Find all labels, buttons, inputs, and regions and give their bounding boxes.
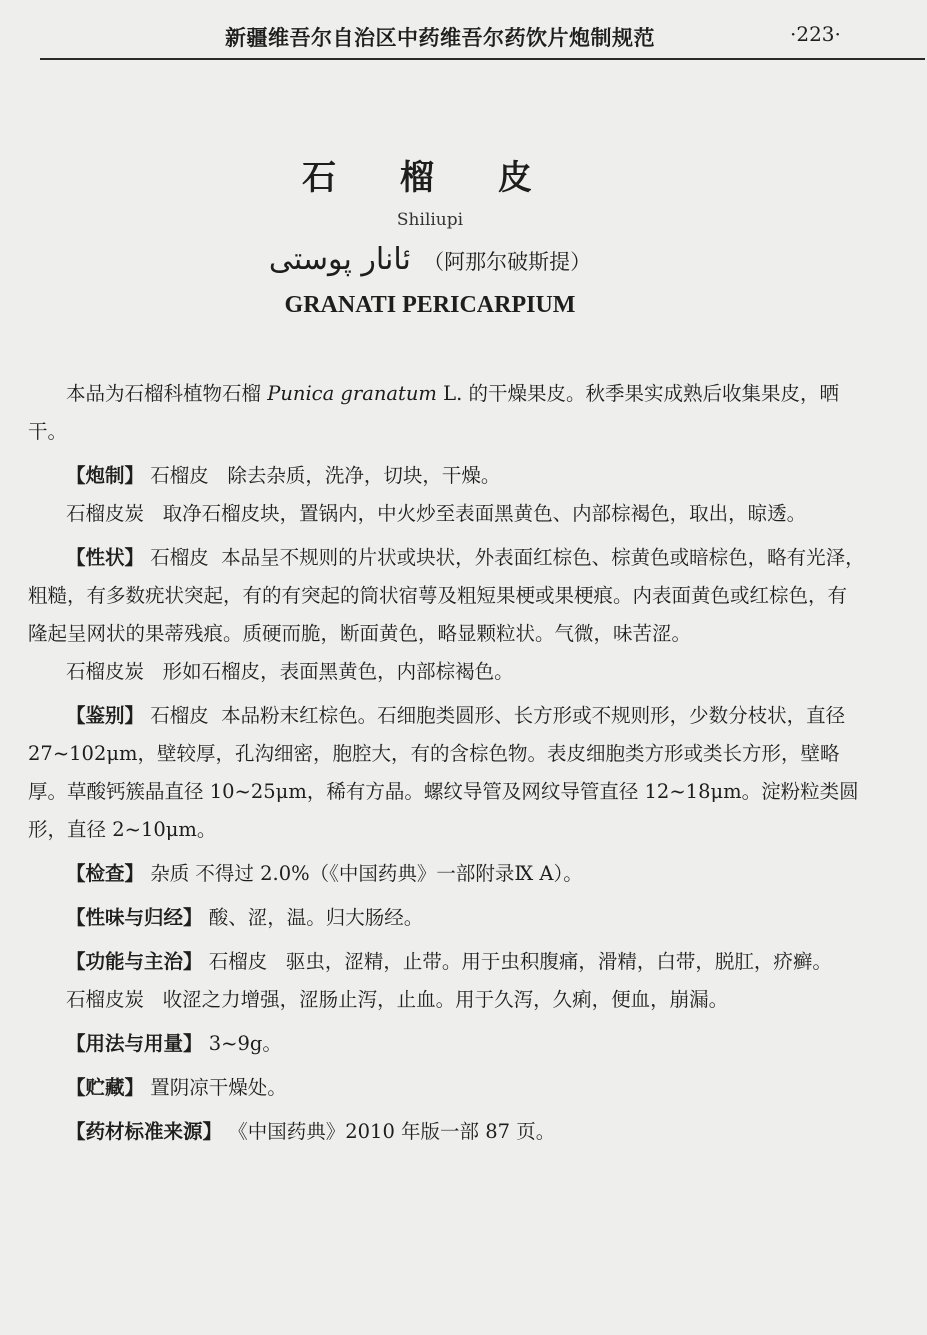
drug-title: 石 榴 皮	[302, 158, 558, 198]
item-text: 除去杂质，洗净，切块，干燥。	[227, 464, 501, 487]
uyghur-name: ئانار پوستى	[268, 242, 411, 277]
item-name: 石榴皮	[150, 546, 209, 569]
inspection-section	[28, 855, 866, 893]
section-label: 【性状】	[66, 546, 145, 569]
section-label: 【鉴别】	[66, 704, 145, 727]
book-title: 新疆维吾尔自治区中药维吾尔药饮片炮制规范	[225, 25, 655, 50]
item-text: 形如石榴皮，表面黑黄色，内部棕褐色。	[162, 660, 514, 683]
storage-section	[28, 1069, 866, 1107]
item-text: 驱虫，涩精，止带。用于虫积腹痛，滑精，白带，脱肛，疥癣。	[285, 950, 832, 973]
characteristics-charcoal	[28, 653, 866, 691]
item-text: 本品呈不规则的片状或块状，外表面红棕色、棕黄色或暗棕色，略有光泽，粗糙，有多数疣状突起，有的有突起的筒状宿萼及粗短果梗或果梗痕。内表面黄色或红棕色，有隆起呈网状的果蒂残痕。质硬而脆，断面黄色，略显颗粒状。气微，味苦涩。	[28, 546, 865, 645]
uyghur-name-line	[0, 242, 860, 277]
latin-species: Punica granatum	[267, 382, 437, 405]
pinyin-name: Shiliupi	[396, 210, 464, 230]
monograph-body	[28, 375, 866, 1151]
section-label: 【性味与归经】	[66, 906, 203, 929]
function-charcoal	[28, 981, 866, 1019]
intro-text-2: L. 的干燥果皮。秋季果实成熟后收集果皮，晒干。	[28, 382, 839, 443]
latin-name: GRANATI PERICARPIUM	[284, 292, 576, 318]
section-label: 【功能与主治】	[66, 950, 203, 973]
item-name: 石榴皮炭	[66, 988, 145, 1011]
item-name: 石榴皮炭	[66, 660, 145, 683]
intro-text-1: 本品为石榴科植物石榴	[66, 382, 268, 405]
running-header	[0, 0, 927, 62]
section-label: 【炮制】	[66, 464, 145, 487]
section-label: 【检查】	[66, 862, 145, 885]
item-text: 本品粉末红棕色。石细胞类圆形、长方形或不规则形，少数分枝状，直径 27~102μm，壁较厚，孔沟细密，胞腔大，有的含棕色物。表皮细胞类方形或类长方形，壁略厚。草酸钙簇晶直径 10~25μm，稀有方晶。螺纹导管及网纹导管直径 12~18μm。淀粉粒类圆形，直径 2~10μm。	[28, 704, 859, 841]
section-label: 【贮藏】	[66, 1076, 145, 1099]
item-name: 石榴皮	[150, 464, 209, 487]
header-divider	[40, 58, 925, 60]
processing-charcoal	[28, 495, 866, 533]
item-text: 取净石榴皮块，置锅内，中火炒至表面黑黄色、内部棕褐色，取出，晾透。	[162, 502, 807, 525]
identification-section	[28, 697, 866, 849]
section-text: 酸、涩，温。归大肠经。	[208, 906, 424, 929]
section-text: 《中国药典》2010 年版一部 87 页。	[228, 1120, 556, 1143]
source-section	[28, 1113, 866, 1151]
processing-section	[28, 457, 866, 495]
section-text: 杂质 不得过 2.0%（《中国药典》一部附录Ⅸ A）。	[150, 862, 583, 885]
section-label: 【用法与用量】	[66, 1032, 203, 1055]
section-text: 3~9g。	[208, 1032, 282, 1055]
section-label: 【药材标准来源】	[66, 1120, 223, 1143]
function-section	[28, 943, 866, 981]
dosage-section	[28, 1025, 866, 1063]
characteristics-section	[28, 539, 866, 653]
nature-section	[28, 899, 866, 937]
uyghur-transliteration: （阿那尔破斯提）	[423, 250, 592, 274]
page-number: ·223·	[790, 22, 841, 46]
section-text: 置阴凉干燥处。	[150, 1076, 287, 1099]
item-name: 石榴皮炭	[66, 502, 145, 525]
item-name: 石榴皮	[150, 704, 209, 727]
item-name: 石榴皮	[208, 950, 268, 973]
item-text: 收涩之力增强，涩肠止泻，止血。用于久泻，久痢，便血，崩漏。	[162, 988, 729, 1011]
intro-paragraph	[28, 375, 866, 451]
